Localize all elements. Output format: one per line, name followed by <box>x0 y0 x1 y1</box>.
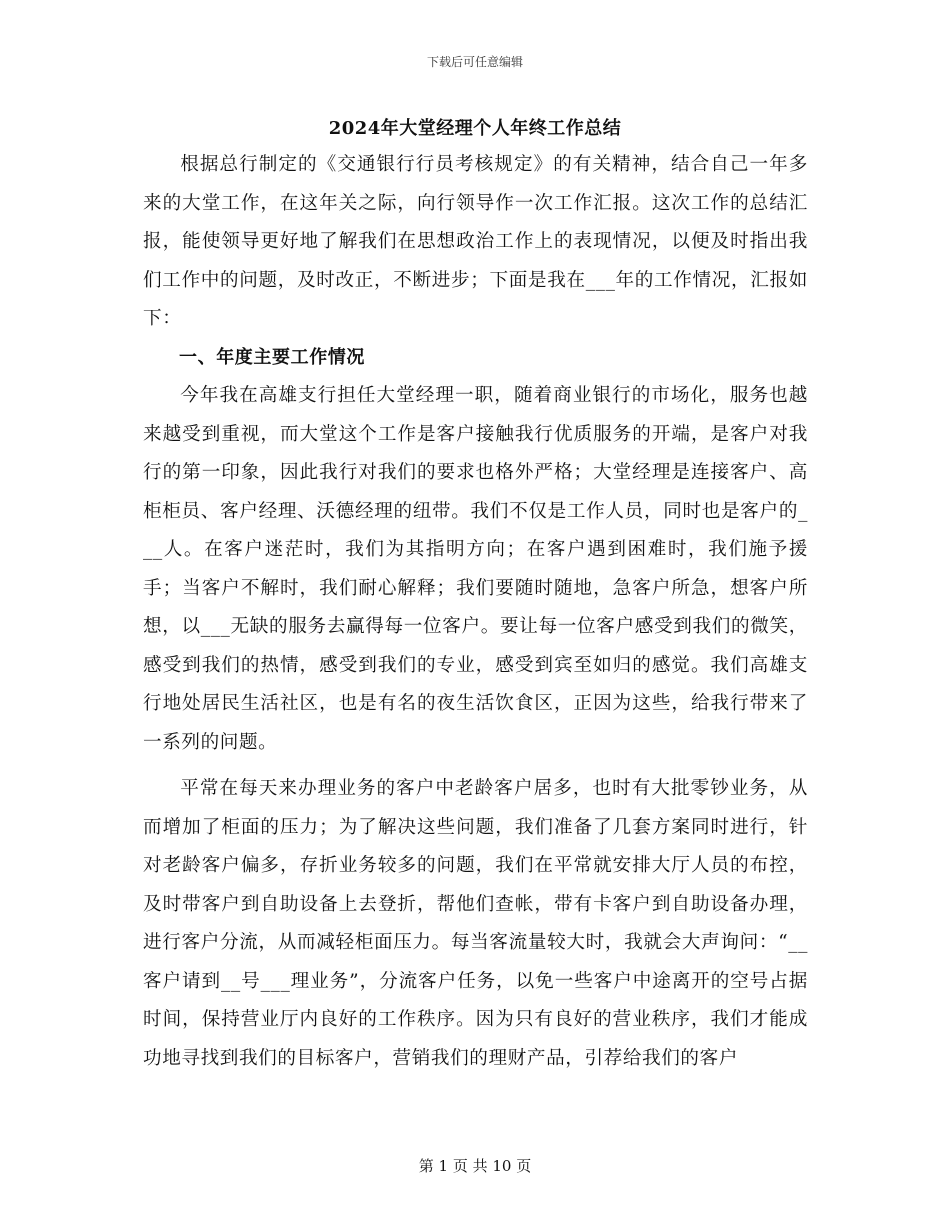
document-title: 2024年大堂经理个人年终工作总结 <box>328 118 622 139</box>
section-heading: 一、年度主要工作情况 <box>179 346 365 368</box>
page-footer: 第 1 页 共 10 页 <box>418 1157 532 1175</box>
paragraph-main-work: 今年我在高雄支行担任大堂经理一职，随着商业银行的市场化，服务也越来越受到重视，而大堂这个工作是客户接触我行优质服务的开端，是客户对我行的第一印象，因此我行对我们的要求也格外严格；大堂经理是连接客户、高柜柜员、客户经理、沃德经理的纽带。我们不仅是工作人员，同时也是客户的___人。在客户迷茫时，我们为其指明方向；在客户遇到困难时，我们施予援手；当客户不解时，我们耐心解释；我们要随时随地，急客户所急，想客户所想，以___无缺的服务去赢得每一位客户。要让每一位客户感受到我们的微笑，感受到我们的热情，感受到我们的专业，感受到宾至如归的感觉。我们高雄支行地处居民生活社区，也是有名的夜生活饮食区，正因为这些，给我行带来了一系列的问题。 <box>143 385 808 753</box>
header-note: 下载后可任意编辑 <box>426 55 523 69</box>
document-body <box>143 146 808 1078</box>
paragraph-intro: 根据总行制定的《交通银行行员考核规定》的有关精神，结合自己一年多来的大堂工作，在这年关之际，向行领导作一次工作汇报。这次工作的总结汇报，能使领导更好地了解我们在思想政治工作上的表现情况，以便及时指出我们工作中的问题，及时改正，不断进步；下面是我在___年的工作情况，汇报如下： <box>143 154 808 329</box>
paragraph-daily-work: 平常在每天来办理业务的客户中老龄客户居多，也时有大批零钞业务，从而增加了柜面的压力；为了解决这些问题，我们准备了几套方案同时进行，针对老龄客户偏多，存折业务较多的问题，我们在平常就安排大厅人员的布控，及时带客户到自助设备上去登折，帮他们查帐，带有卡客户到自助设备办理，进行客户分流，从而减轻柜面压力。每当客流量较大时，我就会大声询问：“__客户请到__号___理业务”，分流客户任务，以免一些客户中途离开的空号占据时间，保持营业厅内良好的工作秩序。因为只有良好的营业秩序，我们才能成功地寻找到我们的目标客户，营销我们的理财产品，引荐给我们的客户 <box>143 778 808 1069</box>
